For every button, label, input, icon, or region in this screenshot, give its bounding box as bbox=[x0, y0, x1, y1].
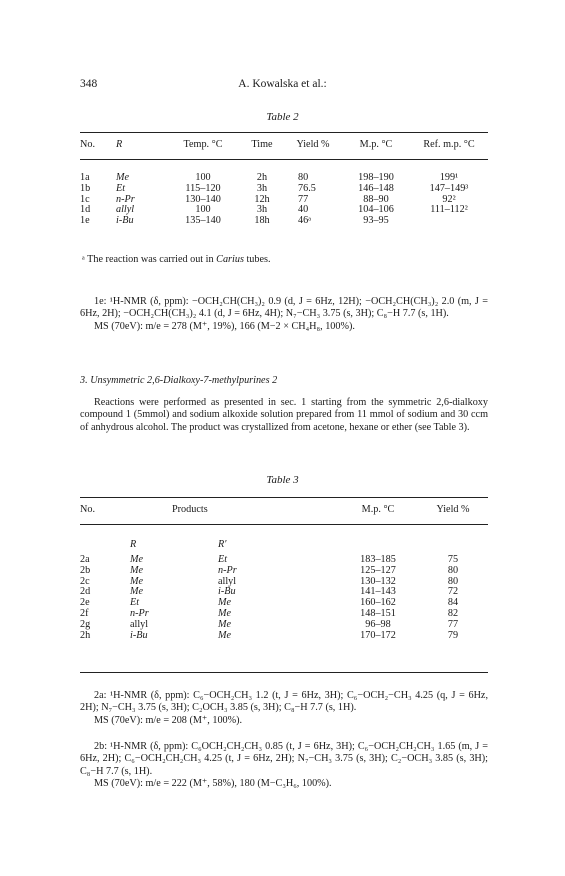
table2-cell-time: 3h bbox=[256, 204, 268, 216]
table2-cell-time: 18h bbox=[254, 215, 270, 227]
table2-cell-temp: 115–120 bbox=[185, 182, 221, 194]
table3-col-mp: M.p. °C bbox=[361, 504, 395, 515]
table2-cell-yield: 77 bbox=[298, 193, 309, 205]
table3-cell-r: n-Pr bbox=[130, 607, 149, 619]
table2-caption: Table 2 bbox=[266, 111, 299, 123]
nmr-2b-text: 2b: ¹H-NMR (δ, ppm): C₆OCH₂CH₂CH₃ 0.85 (t, J = 6Hz, 3H); C₆−OCH₂CH₂CH₃ 1.65 (m, J = 6Hz, 2H); C₆−OCH₂CH₂CH₃ 4.25 (t, J = 6Hz, 2H); N₇−CH₃ 3.75 (s, 3H); C₂−OCH₃ 3.85 (s, 3H); C₈−H 7.7 (s, 1H). bbox=[80, 741, 488, 777]
table3-col-yield: Yield % bbox=[436, 504, 470, 515]
table3-cell-r2: Et bbox=[218, 554, 228, 565]
table3-cell-no: 2a bbox=[80, 554, 90, 565]
table2-col-yield: Yield % bbox=[296, 139, 330, 150]
nmr-2b-ms: MS (70eV): m/e = 222 (M⁺, 58%), 180 (M−C₃H₆, 100%). bbox=[94, 778, 332, 790]
table3-cell-r2: n-Pr bbox=[218, 564, 237, 576]
table2-cell-time: 12h bbox=[254, 193, 270, 205]
nmr-2a-ms: MS (70eV): m/e = 208 (M⁺, 100%). bbox=[94, 714, 243, 726]
table3-cell-r2: Me bbox=[218, 597, 232, 609]
table2-cell-mp: 146–148 bbox=[358, 182, 394, 194]
table3-cell-mp: 141–143 bbox=[360, 586, 396, 598]
table2-cell-mp: 88–90 bbox=[363, 193, 389, 205]
table3-cell-mp: 183–185 bbox=[360, 554, 396, 565]
table3-cell-no: 2e bbox=[80, 597, 90, 609]
table2-cell-time: 2h bbox=[256, 172, 268, 183]
nmr-1e-ms: MS (70eV): m/e = 278 (M⁺, 19%), 166 (M−2 × CH₄H₈, 100%). bbox=[94, 320, 355, 332]
table2-cell-yield: 46ᵃ bbox=[298, 215, 311, 227]
table-row bbox=[80, 566, 488, 577]
table3-cell-yield: 80 bbox=[447, 575, 459, 587]
table2-cell-no: 1d bbox=[80, 204, 91, 216]
table2-col-time: Time bbox=[251, 139, 273, 150]
section3-heading: 3. Unsymmetric 2,6-Dialkoxy-7-methylpurines 2 bbox=[80, 375, 278, 386]
table3-mid-rule bbox=[80, 524, 488, 525]
table-row bbox=[80, 173, 488, 184]
table2-cell-no: 1c bbox=[80, 193, 90, 205]
table2-cell-no: 1b bbox=[80, 182, 91, 194]
table3-cell-yield: 77 bbox=[447, 618, 459, 630]
table3-cell-yield: 84 bbox=[447, 597, 459, 609]
table2-cell-r: n-Pr bbox=[116, 193, 135, 205]
table2-cell-yield: 80 bbox=[298, 172, 309, 183]
table2-mid-rule bbox=[80, 159, 488, 160]
table2-cell-ref bbox=[410, 216, 488, 227]
footnote-mark: ᵃ bbox=[82, 254, 85, 265]
table2-cell-r: i-Bu bbox=[116, 215, 134, 227]
table3-cell-mp: 125–127 bbox=[360, 564, 396, 576]
table3-bottom-rule bbox=[80, 672, 488, 673]
table2-cell-temp: 130–140 bbox=[185, 193, 221, 205]
nmr-1e-text: 1e: ¹H-NMR (δ, ppm): −OCH₂CH(CH₃)₂ 0.9 (d, J = 6Hz, 12H); −OCH₂CH(CH₃)₂ 2.0 (m, J = 6Hz, 2H); −OCH₂CH(CH₃)₂ 4.1 (d, J = 6Hz, 4H); N₇−CH₃ 3.75 (s, 3H); C₈−H 7.7 (s, 1H). bbox=[80, 296, 488, 320]
table2-cell-no: 1e bbox=[80, 215, 90, 227]
table3-cell-yield: 72 bbox=[447, 586, 459, 598]
table2-col-no: No. bbox=[80, 139, 95, 150]
table2-cell-temp: 100 bbox=[195, 172, 211, 183]
table2-col-ref: Ref. m.p. °C bbox=[423, 139, 475, 150]
table3-caption: Table 3 bbox=[266, 474, 299, 486]
table3-subcol-r: R bbox=[130, 539, 137, 550]
table-row bbox=[80, 195, 488, 206]
table3-cell-no: 2c bbox=[80, 575, 90, 587]
table-row bbox=[80, 631, 488, 642]
table3-cell-r2: allyl bbox=[218, 575, 237, 587]
table-row bbox=[80, 216, 488, 227]
table3-body bbox=[80, 540, 488, 641]
table3-cell-no: 2g bbox=[80, 618, 91, 630]
nmr-2a-text: 2a: ¹H-NMR (δ, ppm): C₆−OCH₂CH₃ 1.2 (t, J = 6Hz, 3H); C₆−OCH₂−CH₃ 4.25 (q, J = 6Hz, 2H); N₇−CH₃ 3.75 (s, 3H); C₂OCH₃ 3.85 (s, 3H); C₈−H 7.7 (s, 1H). bbox=[80, 690, 488, 714]
footnote-text: The reaction was carried out in bbox=[87, 254, 217, 265]
table3-cell-mp: 160–162 bbox=[360, 597, 396, 609]
table2-cell-mp: 93–95 bbox=[363, 215, 389, 227]
nmr-2b-block bbox=[80, 741, 488, 791]
table2-cell-ref: 111–112² bbox=[430, 204, 468, 216]
table3-cell-r: Me bbox=[130, 564, 144, 576]
table2-footnote bbox=[82, 254, 271, 265]
table2-cell-ref: 147–149³ bbox=[429, 182, 469, 194]
table3-cell-mp: 130–132 bbox=[360, 575, 396, 587]
running-title: A. Kowalska et al.: bbox=[238, 78, 327, 90]
table-row bbox=[80, 184, 488, 195]
table2-cell-temp: 100 bbox=[195, 204, 211, 216]
table3-cell-r: Me bbox=[130, 586, 144, 598]
table2-cell-ref: 199¹ bbox=[439, 172, 459, 183]
table2-cell-time: 3h bbox=[256, 182, 268, 194]
table3-col-no: No. bbox=[80, 504, 95, 515]
footnote-end: tubes. bbox=[243, 254, 271, 265]
table-row bbox=[80, 205, 488, 216]
table3-cell-no: 2b bbox=[80, 564, 91, 576]
table3-subheader-row bbox=[80, 540, 488, 555]
table3-cell-mp: 148–151 bbox=[360, 607, 396, 619]
table3-cell-r2: Me bbox=[218, 607, 232, 619]
table3-col-products: Products bbox=[172, 504, 208, 515]
table2-body bbox=[80, 173, 488, 227]
table2-top-rule bbox=[80, 132, 488, 133]
table-row bbox=[80, 587, 488, 598]
table2-cell-r: Et bbox=[116, 182, 126, 194]
table3-subcol-r2: R′ bbox=[218, 539, 227, 550]
table2-cell-yield: 76.5 bbox=[298, 182, 316, 194]
table2-cell-yield: 40 bbox=[298, 204, 309, 216]
nmr-2a-block bbox=[80, 690, 488, 727]
table3-cell-r: Me bbox=[130, 575, 144, 587]
table3-cell-r: Et bbox=[130, 597, 140, 609]
table-row bbox=[80, 620, 488, 631]
table3-cell-yield: 75 bbox=[447, 554, 459, 565]
table3-cell-yield: 79 bbox=[447, 629, 459, 641]
table3-cell-r2: i-Bu bbox=[218, 586, 236, 598]
table2-col-r: R bbox=[116, 139, 123, 150]
table2-cell-no: 1a bbox=[80, 172, 90, 183]
table3-cell-no: 2d bbox=[80, 586, 91, 598]
page-number: 348 bbox=[80, 78, 98, 90]
table3-cell-mp: 170–172 bbox=[360, 629, 396, 641]
table2-cell-mp: 198–190 bbox=[358, 172, 394, 183]
table3-cell-r2: Me bbox=[218, 629, 232, 641]
table3-cell-no: 2h bbox=[80, 629, 91, 641]
table2-cell-mp: 104–106 bbox=[358, 204, 394, 216]
section3-body: Reactions were performed as presented in sec. 1 starting from the symmetric 2,6-dialkoxy compound 1 (5mmol) and sodium alkoxide solution prepared from 11 mmol of sodium and 30 ccm of anhydrous alcohol. The product was crystallized from acetone, hexane or ether (see Table 3). bbox=[80, 397, 488, 433]
table2-header bbox=[80, 140, 488, 151]
table2-cell-temp: 135–140 bbox=[185, 215, 221, 227]
table3-cell-r2: Me bbox=[218, 618, 232, 630]
nmr-1e-block bbox=[80, 296, 488, 333]
table3-cell-yield: 80 bbox=[447, 564, 459, 576]
table2-col-temp: Temp. °C bbox=[183, 139, 223, 150]
table2-cell-r: allyl bbox=[116, 204, 135, 216]
table3-cell-yield: 82 bbox=[447, 607, 459, 619]
footnote-italic: Carius bbox=[216, 254, 244, 265]
table3-top-rule bbox=[80, 497, 488, 498]
table3-header bbox=[80, 505, 488, 516]
table3-cell-r: allyl bbox=[130, 618, 149, 630]
table3-cell-no: 2f bbox=[80, 607, 89, 619]
table3-cell-r: i-Bu bbox=[130, 629, 148, 641]
table3-cell-mp: 96–98 bbox=[365, 618, 391, 630]
table2-cell-ref: 92² bbox=[442, 193, 456, 205]
section3-body-block bbox=[80, 397, 488, 434]
table3-cell-r: Me bbox=[130, 554, 144, 565]
table2-col-mp: M.p. °C bbox=[359, 139, 393, 150]
table2-cell-r: Me bbox=[116, 172, 130, 183]
